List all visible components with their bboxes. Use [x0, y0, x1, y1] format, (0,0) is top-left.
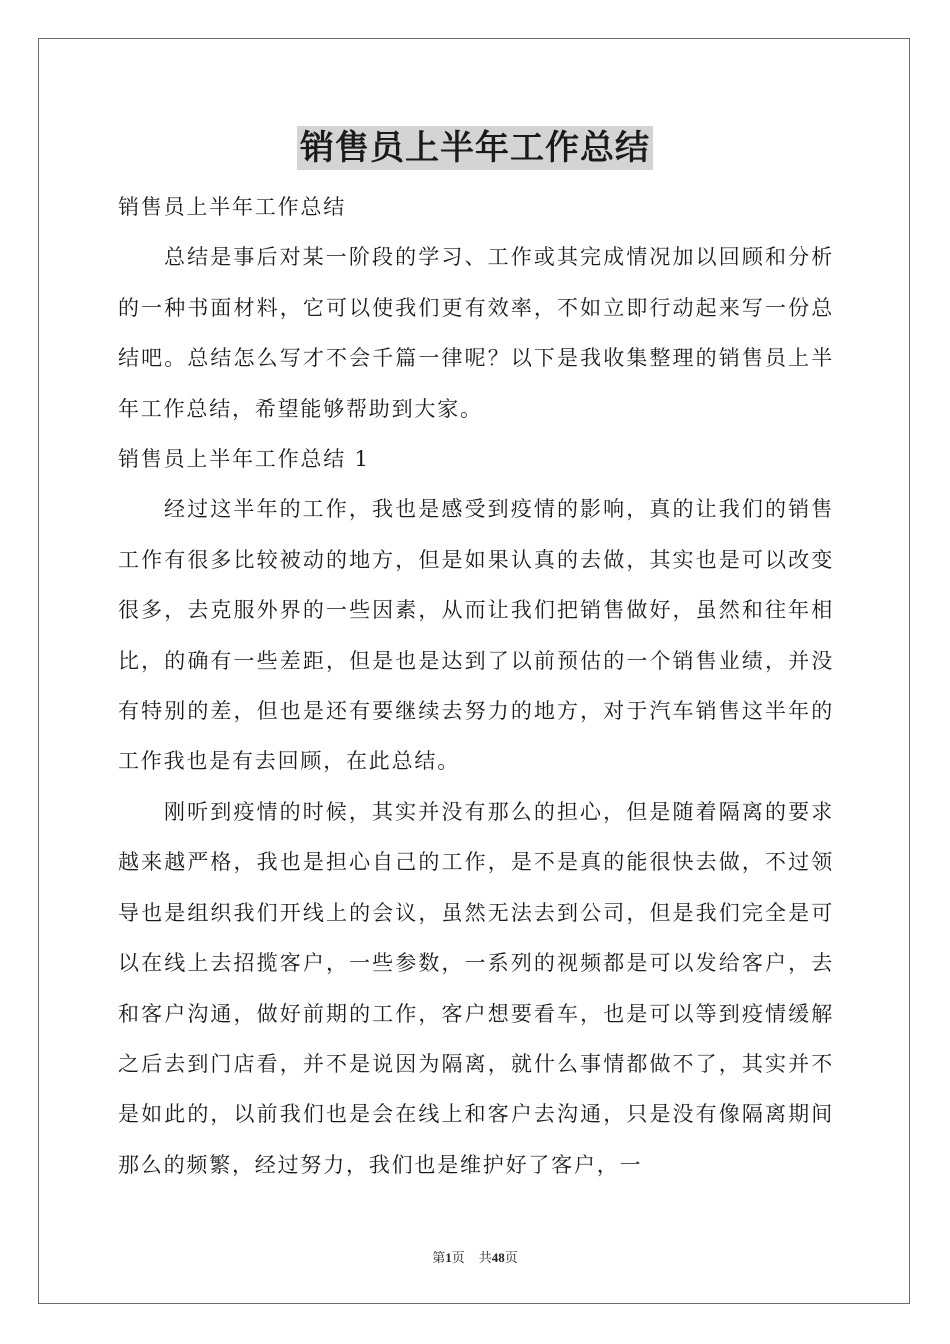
body-paragraph: 刚听到疫情的时候，其实并没有那么的担心，但是随着隔离的要求越来越严格，我也是担心自己的工作，是不是真的能很快去做，不过领导也是组织我们开线上的会议，虽然无法去到公司，但是我们完全是可以在线上去招揽客户，一些参数，一系列的视频都是可以发给客户，去和客户沟通，做好前期的工作，客户想要看车，也是可以等到疫情缓解之后去到门店看，并不是说因为隔离，就什么事情都做不了，其实并不是如此的，以前我们也是会在线上和客户去沟通，只是没有像隔离期间那么的频繁，经过努力，我们也是维护好了客户，一 [118, 799, 834, 1177]
body-paragraph: 经过这半年的工作，我也是感受到疫情的影响，真的让我们的销售工作有很多比较被动的地方，但是如果认真的去做，其实也是可以改变很多，去克服外界的一些因素，从而让我们把销售做好，虽然和往年相比，的确有一些差距，但是也是达到了以前预估的一个销售业绩，并没有特别的差，但也是还有要继续去努力的地方，对于汽车销售这半年的工作我也是有去回顾，在此总结。 [118, 497, 834, 774]
total-suffix: 页 [504, 1250, 518, 1265]
page-footer [0, 1247, 950, 1266]
document-subtitle: 销售员上半年工作总结 [118, 195, 346, 219]
page-number: 1 [445, 1250, 452, 1265]
document-body [118, 182, 834, 1190]
section-heading: 销售员上半年工作总结 1 [118, 447, 370, 472]
intro-paragraph: 总结是事后对某一阶段的学习、工作或其完成情况加以回顾和分析的一种书面材料，它可以使我们更有效率，不如立即行动起来写一份总结吧。总结怎么写才不会千篇一律呢？以下是我收集整理的销售员上半年工作总结，希望能够帮助到大家。 [118, 245, 834, 421]
page-prefix: 第 [432, 1250, 446, 1265]
total-pages: 48 [491, 1250, 505, 1265]
page-suffix: 页 [451, 1250, 465, 1265]
document-title-wrapper [0, 126, 950, 170]
total-prefix: 共 [478, 1250, 492, 1265]
document-title: 销售员上半年工作总结 [297, 126, 653, 170]
